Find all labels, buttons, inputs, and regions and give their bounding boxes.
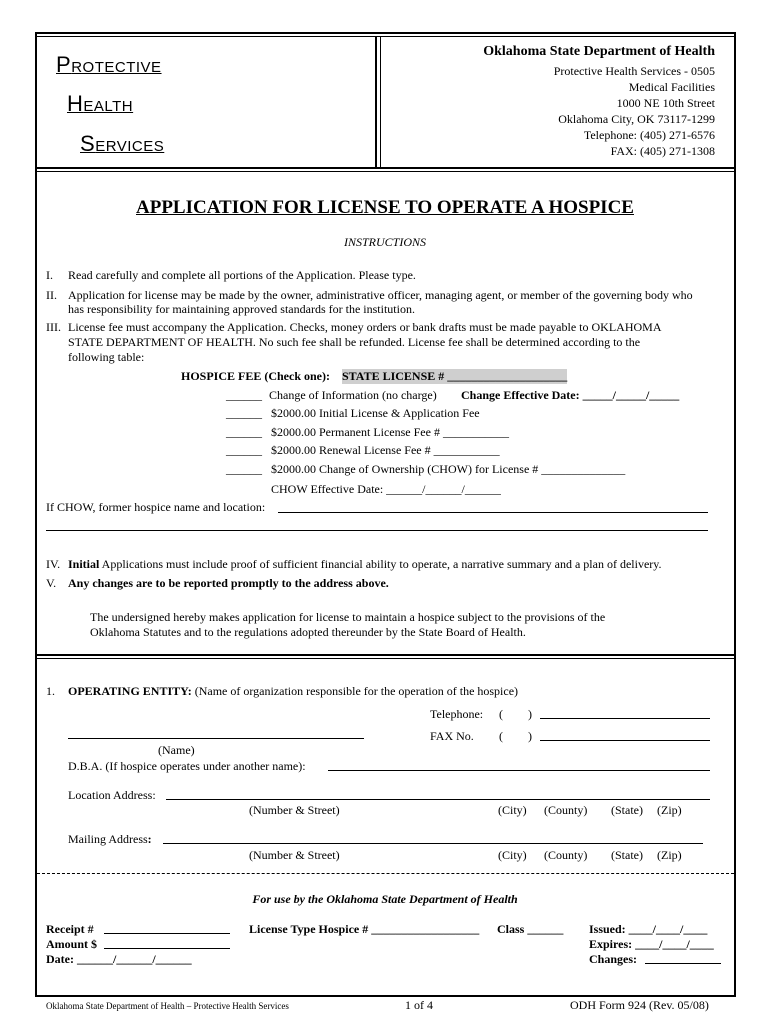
frame-right <box>734 32 736 997</box>
mailing-label-text: Mailing Address <box>68 832 148 846</box>
section-iv-num: IV. <box>46 557 61 571</box>
header-bottom-rule <box>35 167 736 169</box>
instruction-text: STATE DEPARTMENT OF HEALTH. No such fee shall be refunded. License fee shall be determined according to the <box>68 335 641 349</box>
logo-protective: PROTECTIVE <box>56 52 162 77</box>
location-caption-street: (Number & Street) <box>249 803 340 817</box>
instruction-num: III. <box>46 320 61 334</box>
dba-field[interactable] <box>328 770 710 771</box>
fee-option-renewal: $2000.00 Renewal License Fee # ___________ <box>271 443 500 457</box>
receipt-field[interactable] <box>104 933 230 934</box>
dba-label: D.B.A. (If hospice operates under another name): <box>68 759 306 773</box>
section-iv-rest: Applications must include proof of sufficient financial ability to operate, a narrative summary and a plan of delivery. <box>99 557 662 571</box>
page-title: APPLICATION FOR LICENSE TO OPERATE A HOSPICE <box>136 197 634 218</box>
location-caption-state: (State) <box>611 803 643 817</box>
statement-line: Oklahoma Statutes and to the regulations adopted thereunder by the State Board of Health. <box>90 625 526 639</box>
office-dashed-rule <box>37 873 734 874</box>
telephone-paren-close: ) <box>528 707 532 721</box>
expires-field[interactable]: Expires: ____/____/____ <box>589 937 714 951</box>
fee-option-chow: $2000.00 Change of Ownership (CHOW) for License # ______________ <box>271 462 626 476</box>
header-divider-2 <box>380 36 381 168</box>
location-caption-city: (City) <box>498 803 527 817</box>
chow-former-field[interactable] <box>278 512 708 513</box>
class-field[interactable]: Class ______ <box>497 922 564 936</box>
entity-label: OPERATING ENTITY: <box>68 684 192 698</box>
fee-checkbox-blank[interactable]: ______ <box>226 406 262 420</box>
frame-bottom <box>35 995 736 997</box>
entity-num: 1. <box>46 684 55 698</box>
frame-top-inner <box>35 36 736 37</box>
mailing-caption-street: (Number & Street) <box>249 848 340 862</box>
frame-top <box>35 32 736 34</box>
header-divider <box>375 36 377 168</box>
instruction-num: II. <box>46 288 57 302</box>
location-field[interactable] <box>166 799 710 800</box>
fax-label: FAX No. <box>430 729 474 743</box>
mailing-label <box>68 832 152 847</box>
chow-effective-date[interactable]: CHOW Effective Date: ______/______/______ <box>271 482 501 496</box>
footer-page: 1 of 4 <box>405 998 433 1012</box>
agency-line: Protective Health Services - 0505 <box>553 64 715 78</box>
instruction-text: has responsibility for maintaining approved standards for the institution. <box>68 302 415 316</box>
agency-line: Telephone: (405) 271-6576 <box>583 128 715 142</box>
instruction-text: License fee must accompany the Application. Checks, money orders or bank drafts must be made payable to OKLAHOMA <box>68 320 662 334</box>
telephone-paren-open: ( <box>499 707 503 721</box>
section-v-text: Any changes are to be reported promptly to the address above. <box>68 576 389 590</box>
entity-desc: (Name of organization responsible for the operation of the hospice) <box>191 684 519 698</box>
entity-name-field[interactable] <box>68 738 364 739</box>
state-license-field[interactable]: STATE LICENSE # ____________________ <box>342 369 568 383</box>
change-effective-date[interactable]: Change Effective Date: _____/_____/_____ <box>461 388 680 402</box>
section-iv-bold: Initial <box>68 557 100 571</box>
name-caption: (Name) <box>158 743 195 757</box>
frame-left <box>35 32 37 997</box>
instruction-text: following table: <box>68 350 145 364</box>
amount-field[interactable] <box>104 948 230 949</box>
issued-field[interactable]: Issued: ____/____/____ <box>589 922 708 936</box>
instructions-heading: INSTRUCTIONS <box>343 235 426 249</box>
instruction-num: I. <box>46 268 53 282</box>
fax-paren-close: ) <box>528 729 532 743</box>
receipt-label: Receipt # <box>46 922 94 936</box>
agency-line: 1000 NE 10th Street <box>616 96 715 110</box>
mailing-caption-zip: (Zip) <box>657 848 682 862</box>
amount-label: Amount $ <box>46 937 98 951</box>
telephone-field[interactable] <box>540 718 710 719</box>
statement-line: The undersigned hereby makes application for license to maintain a hospice subject to the provisions of the <box>90 610 606 624</box>
logo-health: HEALTH <box>67 91 134 116</box>
entity-heading <box>68 684 518 699</box>
license-type-field[interactable]: License Type Hospice # __________________ <box>249 922 480 936</box>
agency-name: Oklahoma State Department of Health <box>483 44 715 59</box>
fee-heading: HOSPICE FEE (Check one): <box>181 369 331 383</box>
fee-checkbox-blank[interactable]: ______ <box>226 388 262 402</box>
office-use-heading: For use by the Oklahoma State Department of Health <box>252 892 518 906</box>
chow-former-label: If CHOW, former hospice name and location: <box>46 500 266 514</box>
location-label: Location Address: <box>68 788 156 802</box>
fee-checkbox-blank[interactable]: ______ <box>226 425 262 439</box>
mailing-field[interactable] <box>163 843 703 844</box>
agency-line: Oklahoma City, OK 73117-1299 <box>558 112 715 126</box>
office-date[interactable]: Date: ______/______/______ <box>46 952 192 966</box>
section-rule <box>35 654 736 656</box>
footer-form-number: ODH Form 924 (Rev. 05/08) <box>570 998 709 1012</box>
fee-checkbox-blank[interactable]: ______ <box>226 443 262 457</box>
chow-former-field-2[interactable] <box>46 530 708 531</box>
instruction-text: Read carefully and complete all portions of the Application. Please type. <box>68 268 416 282</box>
fee-option-initial: $2000.00 Initial License & Application Fee <box>271 406 480 420</box>
logo-services: SERVICES <box>80 131 165 156</box>
footer-left: Oklahoma State Department of Health – Protective Health Services <box>46 1001 289 1011</box>
changes-field[interactable] <box>645 963 721 964</box>
location-caption-zip: (Zip) <box>657 803 682 817</box>
mailing-caption-city: (City) <box>498 848 527 862</box>
fee-option-change-info: Change of Information (no charge) <box>269 388 437 402</box>
mailing-caption-state: (State) <box>611 848 643 862</box>
fee-option-permanent: $2000.00 Permanent License Fee # ___________ <box>271 425 509 439</box>
section-v-num: V. <box>46 576 57 590</box>
mailing-colon: : <box>147 832 152 846</box>
fax-field[interactable] <box>540 740 710 741</box>
telephone-label: Telephone: <box>430 707 484 721</box>
fax-paren-open: ( <box>499 729 503 743</box>
header-bottom-rule-2 <box>35 171 736 172</box>
mailing-caption-county: (County) <box>544 848 588 862</box>
instruction-text: Application for license may be made by the owner, administrative officer, managing agent, or member of the governing body who <box>68 288 693 302</box>
fee-checkbox-blank[interactable]: ______ <box>226 462 262 476</box>
changes-label: Changes: <box>589 952 638 966</box>
location-caption-county: (County) <box>544 803 588 817</box>
agency-line: FAX: (405) 271-1308 <box>610 144 715 158</box>
agency-line: Medical Facilities <box>628 80 715 94</box>
section-rule-2 <box>35 658 736 659</box>
section-iv-text <box>68 557 662 572</box>
